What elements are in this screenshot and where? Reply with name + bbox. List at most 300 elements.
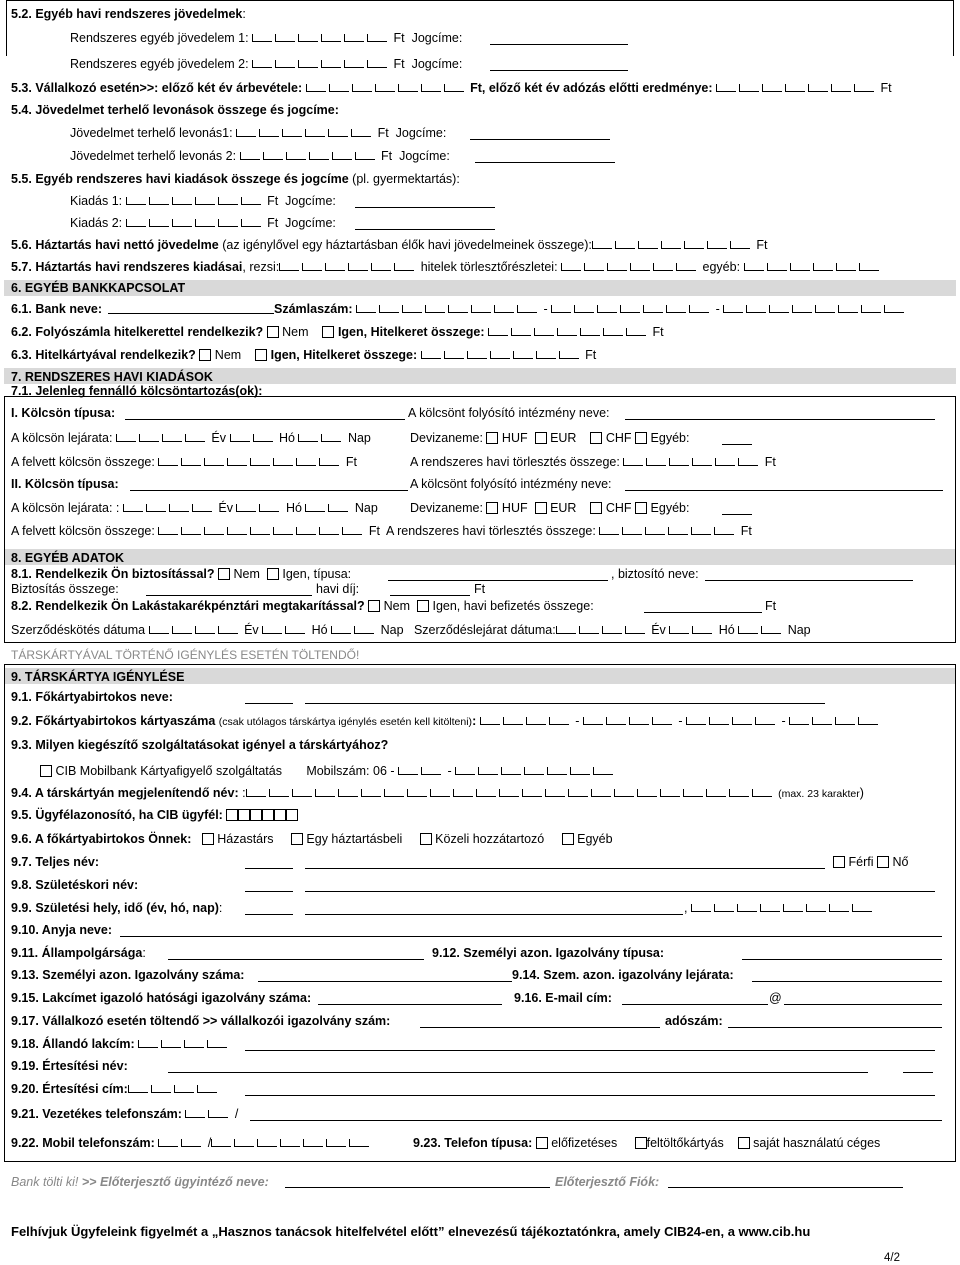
digit-box[interactable] (321, 434, 341, 442)
inc1-jog-line[interactable] (490, 44, 628, 45)
q98-line2[interactable] (305, 891, 935, 892)
digit-box[interactable] (236, 504, 256, 512)
digit-box[interactable] (738, 458, 758, 466)
digit-box[interactable] (614, 789, 634, 797)
digit-box[interactable] (328, 129, 348, 137)
digit-box[interactable] (744, 263, 764, 271)
loan1-type-line[interactable] (125, 419, 405, 420)
digit-box[interactable] (503, 717, 523, 725)
digit-box[interactable] (815, 305, 835, 313)
loan2-chf-checkbox[interactable] (590, 502, 602, 514)
digit-box[interactable] (315, 789, 335, 797)
digit-box[interactable] (570, 767, 590, 775)
digit-box[interactable] (371, 263, 391, 271)
digit-box[interactable] (257, 1139, 277, 1147)
digit-box[interactable] (146, 504, 166, 512)
loan2-type-line[interactable] (130, 490, 408, 491)
s6-bank-line[interactable] (108, 313, 274, 314)
digit-box[interactable] (536, 351, 556, 359)
digit-box[interactable] (305, 129, 325, 137)
digit-box[interactable] (273, 527, 293, 535)
digit-box[interactable] (367, 34, 387, 42)
digit-box[interactable] (637, 789, 657, 797)
digit-box[interactable] (292, 789, 312, 797)
digit-box[interactable] (351, 129, 371, 137)
digit-box[interactable] (668, 527, 688, 535)
inc2-jog-line[interactable] (490, 70, 628, 71)
digit-box[interactable] (660, 789, 680, 797)
digit-box[interactable] (606, 717, 626, 725)
digit-box[interactable] (854, 84, 874, 92)
digit-box[interactable] (230, 434, 250, 442)
digit-box[interactable] (626, 328, 646, 336)
digit-box[interactable] (328, 504, 348, 512)
s54-l2-line[interactable] (475, 162, 615, 163)
digit-box[interactable] (185, 1110, 205, 1118)
q913-line[interactable] (258, 981, 512, 982)
digit-box[interactable] (568, 789, 588, 797)
digit-box[interactable] (116, 434, 136, 442)
digit-box[interactable] (761, 626, 781, 634)
digit-box[interactable] (227, 527, 247, 535)
digit-box[interactable] (669, 458, 689, 466)
digit-box[interactable] (123, 504, 143, 512)
digit-box[interactable] (321, 60, 341, 68)
digit-box[interactable] (806, 904, 826, 912)
digit-box[interactable] (302, 263, 322, 271)
digit-box[interactable] (286, 152, 306, 160)
digit-box[interactable] (169, 504, 189, 512)
digit-box[interactable] (319, 527, 339, 535)
digit-box[interactable] (250, 527, 270, 535)
digit-box[interactable] (218, 197, 238, 205)
digit-box[interactable] (185, 434, 205, 442)
digit-box[interactable] (352, 84, 372, 92)
digit-box[interactable] (583, 717, 603, 725)
digit-box[interactable] (490, 351, 510, 359)
q97-line2[interactable] (305, 868, 825, 869)
digit-box[interactable] (789, 717, 809, 725)
digit-box[interactable] (344, 34, 364, 42)
digit-box[interactable] (149, 197, 169, 205)
q919-line[interactable] (168, 1072, 868, 1073)
digit-box[interactable] (629, 717, 649, 725)
digit-box[interactable] (280, 1139, 300, 1147)
digit-box[interactable] (593, 767, 613, 775)
digit-box[interactable] (625, 626, 645, 634)
digit-box[interactable] (620, 305, 640, 313)
digit-box[interactable] (547, 767, 567, 775)
digit-box[interactable] (192, 504, 212, 512)
digit-box[interactable] (737, 904, 757, 912)
digit-box[interactable] (195, 626, 215, 634)
digit-box[interactable] (476, 789, 496, 797)
digit-box[interactable] (234, 1139, 254, 1147)
digit-box[interactable] (361, 789, 381, 797)
digit-box[interactable] (661, 241, 681, 249)
digit-box[interactable] (689, 305, 709, 313)
digit-box[interactable] (615, 241, 635, 249)
digit-box[interactable] (444, 84, 464, 92)
digit-box[interactable] (836, 263, 856, 271)
digit-box[interactable] (783, 904, 803, 912)
digit-box[interactable] (762, 84, 782, 92)
digit-box[interactable] (692, 626, 712, 634)
digit-box[interactable] (250, 458, 270, 466)
digit-box[interactable] (218, 219, 238, 227)
digit-box[interactable] (534, 328, 554, 336)
digit-box[interactable] (707, 241, 727, 249)
ugyintezo-line[interactable] (285, 1187, 550, 1188)
digit-box[interactable] (686, 717, 706, 725)
digit-box[interactable] (211, 1139, 231, 1147)
digit-box[interactable] (501, 767, 521, 775)
id-box-3[interactable] (250, 809, 262, 821)
digit-box[interactable] (732, 717, 752, 725)
digit-box[interactable] (643, 305, 663, 313)
digit-box[interactable] (354, 626, 374, 634)
digit-box[interactable] (603, 328, 623, 336)
q91-line2[interactable] (305, 703, 825, 704)
digit-box[interactable] (646, 458, 666, 466)
digit-box[interactable] (338, 789, 358, 797)
digit-box[interactable] (207, 1040, 227, 1048)
digit-box[interactable] (467, 351, 487, 359)
loan1-huf-checkbox[interactable] (486, 432, 498, 444)
digit-box[interactable] (714, 527, 734, 535)
q916-line2[interactable] (784, 1004, 942, 1005)
digit-box[interactable] (275, 60, 295, 68)
digit-box[interactable] (622, 527, 642, 535)
digit-box[interactable] (241, 197, 261, 205)
digit-box[interactable] (208, 1110, 228, 1118)
loan2-huf-checkbox[interactable] (486, 502, 498, 514)
s54-l1-line[interactable] (470, 139, 610, 140)
digit-box[interactable] (574, 305, 594, 313)
q81-tipus-line[interactable] (388, 580, 608, 581)
digit-box[interactable] (455, 767, 475, 775)
digit-box[interactable] (273, 458, 293, 466)
digit-box[interactable] (331, 626, 351, 634)
digit-box[interactable] (262, 626, 282, 634)
digit-box[interactable] (204, 527, 224, 535)
digit-box[interactable] (511, 328, 531, 336)
q63-igen-checkbox[interactable] (255, 349, 267, 361)
digit-box[interactable] (384, 789, 404, 797)
digit-box[interactable] (591, 789, 611, 797)
digit-box[interactable] (319, 458, 339, 466)
digit-box[interactable] (861, 305, 881, 313)
digit-box[interactable] (884, 305, 904, 313)
loan1-chf-checkbox[interactable] (590, 432, 602, 444)
digit-box[interactable] (559, 351, 579, 359)
digit-box[interactable] (676, 263, 696, 271)
q82-nem-checkbox[interactable] (368, 600, 380, 612)
q91-line1[interactable] (245, 703, 293, 704)
q910-line[interactable] (120, 936, 942, 937)
q99-line1[interactable] (245, 914, 293, 915)
osszeg-line[interactable] (146, 595, 312, 596)
digit-box[interactable] (607, 263, 627, 271)
digit-box[interactable] (305, 504, 325, 512)
digit-box[interactable] (584, 263, 604, 271)
digit-box[interactable] (172, 197, 192, 205)
digit-box[interactable] (738, 626, 758, 634)
digit-box[interactable] (259, 129, 279, 137)
haztartasi-checkbox[interactable] (291, 833, 303, 845)
digit-box[interactable] (329, 84, 349, 92)
digit-box[interactable] (829, 904, 849, 912)
digit-box[interactable] (332, 152, 352, 160)
q81-nem-checkbox[interactable] (218, 568, 230, 580)
adoszam-line[interactable] (728, 1027, 942, 1028)
digit-box[interactable] (858, 717, 878, 725)
digit-box[interactable] (355, 152, 375, 160)
digit-box[interactable] (197, 1085, 217, 1093)
digit-box[interactable] (252, 34, 272, 42)
q81-bizt-line[interactable] (705, 580, 913, 581)
elofiz-checkbox[interactable] (536, 1137, 548, 1149)
q81-igen-checkbox[interactable] (267, 568, 279, 580)
digit-box[interactable] (599, 527, 619, 535)
digit-box[interactable] (298, 434, 318, 442)
digit-box[interactable] (375, 84, 395, 92)
digit-box[interactable] (557, 328, 577, 336)
digit-box[interactable] (259, 504, 279, 512)
q916-line1[interactable] (622, 1004, 768, 1005)
q63-nem-checkbox[interactable] (199, 349, 211, 361)
sajat-checkbox[interactable] (738, 1137, 750, 1149)
digit-box[interactable] (835, 717, 855, 725)
feltolto-checkbox[interactable] (635, 1137, 647, 1149)
digit-box[interactable] (746, 305, 766, 313)
digit-box[interactable] (852, 904, 872, 912)
digit-box[interactable] (513, 351, 533, 359)
no-checkbox[interactable] (877, 856, 889, 868)
kozeli-checkbox[interactable] (420, 833, 432, 845)
digit-box[interactable] (379, 305, 399, 313)
digit-box[interactable] (181, 527, 201, 535)
digit-box[interactable] (236, 129, 256, 137)
digit-box[interactable] (174, 1085, 194, 1093)
digit-box[interactable] (309, 152, 329, 160)
digit-box[interactable] (325, 263, 345, 271)
digit-box[interactable] (398, 767, 418, 775)
digit-box[interactable] (716, 84, 736, 92)
q912-line[interactable] (742, 959, 942, 960)
digit-box[interactable] (739, 84, 759, 92)
digit-box[interactable] (669, 626, 689, 634)
fiok-line[interactable] (668, 1187, 903, 1188)
digit-box[interactable] (279, 263, 299, 271)
digit-box[interactable] (181, 458, 201, 466)
loan1-egyeb-line[interactable] (722, 444, 752, 445)
digit-box[interactable] (691, 904, 711, 912)
digit-box[interactable] (785, 84, 805, 92)
digit-box[interactable] (730, 241, 750, 249)
digit-box[interactable] (321, 34, 341, 42)
digit-box[interactable] (306, 84, 326, 92)
digit-box[interactable] (522, 789, 542, 797)
digit-box[interactable] (151, 1085, 171, 1093)
digit-box[interactable] (275, 34, 295, 42)
digit-box[interactable] (638, 241, 658, 249)
digit-box[interactable] (184, 1040, 204, 1048)
digit-box[interactable] (723, 305, 743, 313)
digit-box[interactable] (652, 717, 672, 725)
digit-box[interactable] (488, 328, 508, 336)
digit-box[interactable] (285, 626, 305, 634)
digit-box[interactable] (298, 34, 318, 42)
digit-box[interactable] (683, 789, 703, 797)
q915-line[interactable] (318, 1004, 502, 1005)
digit-box[interactable] (517, 305, 537, 313)
digit-box[interactable] (645, 527, 665, 535)
digit-box[interactable] (471, 305, 491, 313)
s55-k2-line[interactable] (355, 229, 495, 230)
digit-box[interactable] (592, 241, 612, 249)
id-box-5[interactable] (274, 809, 286, 821)
q82-igen-checkbox[interactable] (417, 600, 429, 612)
digit-box[interactable] (478, 767, 498, 775)
egyeb-checkbox[interactable] (562, 833, 574, 845)
digit-box[interactable] (813, 263, 833, 271)
q918-line[interactable] (245, 1050, 935, 1051)
digit-box[interactable] (579, 626, 599, 634)
digit-box[interactable] (158, 458, 178, 466)
digit-box[interactable] (526, 717, 546, 725)
digit-box[interactable] (204, 458, 224, 466)
digit-box[interactable] (344, 60, 364, 68)
digit-box[interactable] (706, 789, 726, 797)
digit-box[interactable] (545, 789, 565, 797)
digit-box[interactable] (499, 789, 519, 797)
digit-box[interactable] (812, 717, 832, 725)
digit-box[interactable] (149, 626, 169, 634)
digit-box[interactable] (684, 241, 704, 249)
hazastars-checkbox[interactable] (202, 833, 214, 845)
digit-box[interactable] (692, 458, 712, 466)
digit-box[interactable] (769, 305, 789, 313)
digit-box[interactable] (453, 789, 473, 797)
loan2-eur-checkbox[interactable] (535, 502, 547, 514)
id-box-4[interactable] (262, 809, 274, 821)
q919-line2[interactable] (903, 1072, 933, 1073)
digit-box[interactable] (859, 263, 879, 271)
s55-k1-line[interactable] (355, 207, 495, 208)
id-box-1[interactable] (226, 809, 238, 821)
id-box-6[interactable] (286, 809, 298, 821)
digit-box[interactable] (282, 129, 302, 137)
digit-box[interactable] (421, 351, 441, 359)
digit-box[interactable] (161, 1040, 181, 1048)
digit-box[interactable] (653, 263, 673, 271)
digit-box[interactable] (218, 626, 238, 634)
digit-box[interactable] (128, 1085, 148, 1093)
digit-box[interactable] (139, 434, 159, 442)
loan2-egyeb-line[interactable] (722, 514, 752, 515)
digit-box[interactable] (752, 789, 772, 797)
cib-mobilbank-checkbox[interactable] (40, 765, 52, 777)
q99-line2[interactable] (305, 914, 683, 915)
digit-box[interactable] (138, 1040, 158, 1048)
digit-box[interactable] (421, 767, 441, 775)
digit-box[interactable] (158, 527, 178, 535)
digit-box[interactable] (480, 717, 500, 725)
digit-box[interactable] (831, 84, 851, 92)
digit-box[interactable] (296, 527, 316, 535)
digit-box[interactable] (326, 1139, 346, 1147)
digit-box[interactable] (348, 263, 368, 271)
q920-line[interactable] (245, 1095, 935, 1096)
digit-box[interactable] (494, 305, 514, 313)
digit-box[interactable] (602, 626, 622, 634)
digit-box[interactable] (246, 789, 266, 797)
digit-box[interactable] (269, 789, 289, 797)
digit-box[interactable] (356, 305, 376, 313)
digit-box[interactable] (349, 1139, 369, 1147)
loan2-egyeb-checkbox[interactable] (635, 502, 647, 514)
digit-box[interactable] (597, 305, 617, 313)
digit-box[interactable] (580, 328, 600, 336)
digit-box[interactable] (162, 434, 182, 442)
id-box-2[interactable] (238, 809, 250, 821)
digit-box[interactable] (790, 263, 810, 271)
digit-box[interactable] (524, 767, 544, 775)
digit-box[interactable] (561, 263, 581, 271)
q917-line[interactable] (420, 1027, 660, 1028)
digit-box[interactable] (303, 1139, 323, 1147)
digit-box[interactable] (444, 351, 464, 359)
digit-box[interactable] (227, 458, 247, 466)
digit-box[interactable] (714, 904, 734, 912)
digit-box[interactable] (421, 84, 441, 92)
digit-box[interactable] (407, 789, 427, 797)
q97-line1[interactable] (245, 868, 293, 869)
loan1-eur-checkbox[interactable] (535, 432, 547, 444)
loan2-folyosito-line[interactable] (625, 490, 943, 491)
digit-box[interactable] (448, 305, 468, 313)
digit-box[interactable] (398, 84, 418, 92)
loan1-folyosito-line[interactable] (625, 419, 935, 420)
digit-box[interactable] (792, 305, 812, 313)
digit-box[interactable] (556, 626, 576, 634)
digit-box[interactable] (709, 717, 729, 725)
digit-box[interactable] (240, 152, 260, 160)
q914-line[interactable] (752, 981, 942, 982)
digit-box[interactable] (241, 219, 261, 227)
q911-line[interactable] (168, 959, 424, 960)
digit-box[interactable] (126, 219, 146, 227)
ferfi-checkbox[interactable] (833, 856, 845, 868)
digit-box[interactable] (195, 219, 215, 227)
digit-box[interactable] (430, 789, 450, 797)
digit-box[interactable] (630, 263, 650, 271)
digit-box[interactable] (715, 458, 735, 466)
digit-box[interactable] (425, 305, 445, 313)
digit-box[interactable] (296, 458, 316, 466)
digit-box[interactable] (838, 305, 858, 313)
digit-box[interactable] (760, 904, 780, 912)
digit-box[interactable] (298, 60, 318, 68)
digit-box[interactable] (126, 197, 146, 205)
digit-box[interactable] (808, 84, 828, 92)
digit-box[interactable] (149, 219, 169, 227)
q62-igen-checkbox[interactable] (322, 326, 334, 338)
q62-nem-checkbox[interactable] (267, 326, 279, 338)
digit-box[interactable] (755, 717, 775, 725)
q98-line1[interactable] (245, 891, 293, 892)
